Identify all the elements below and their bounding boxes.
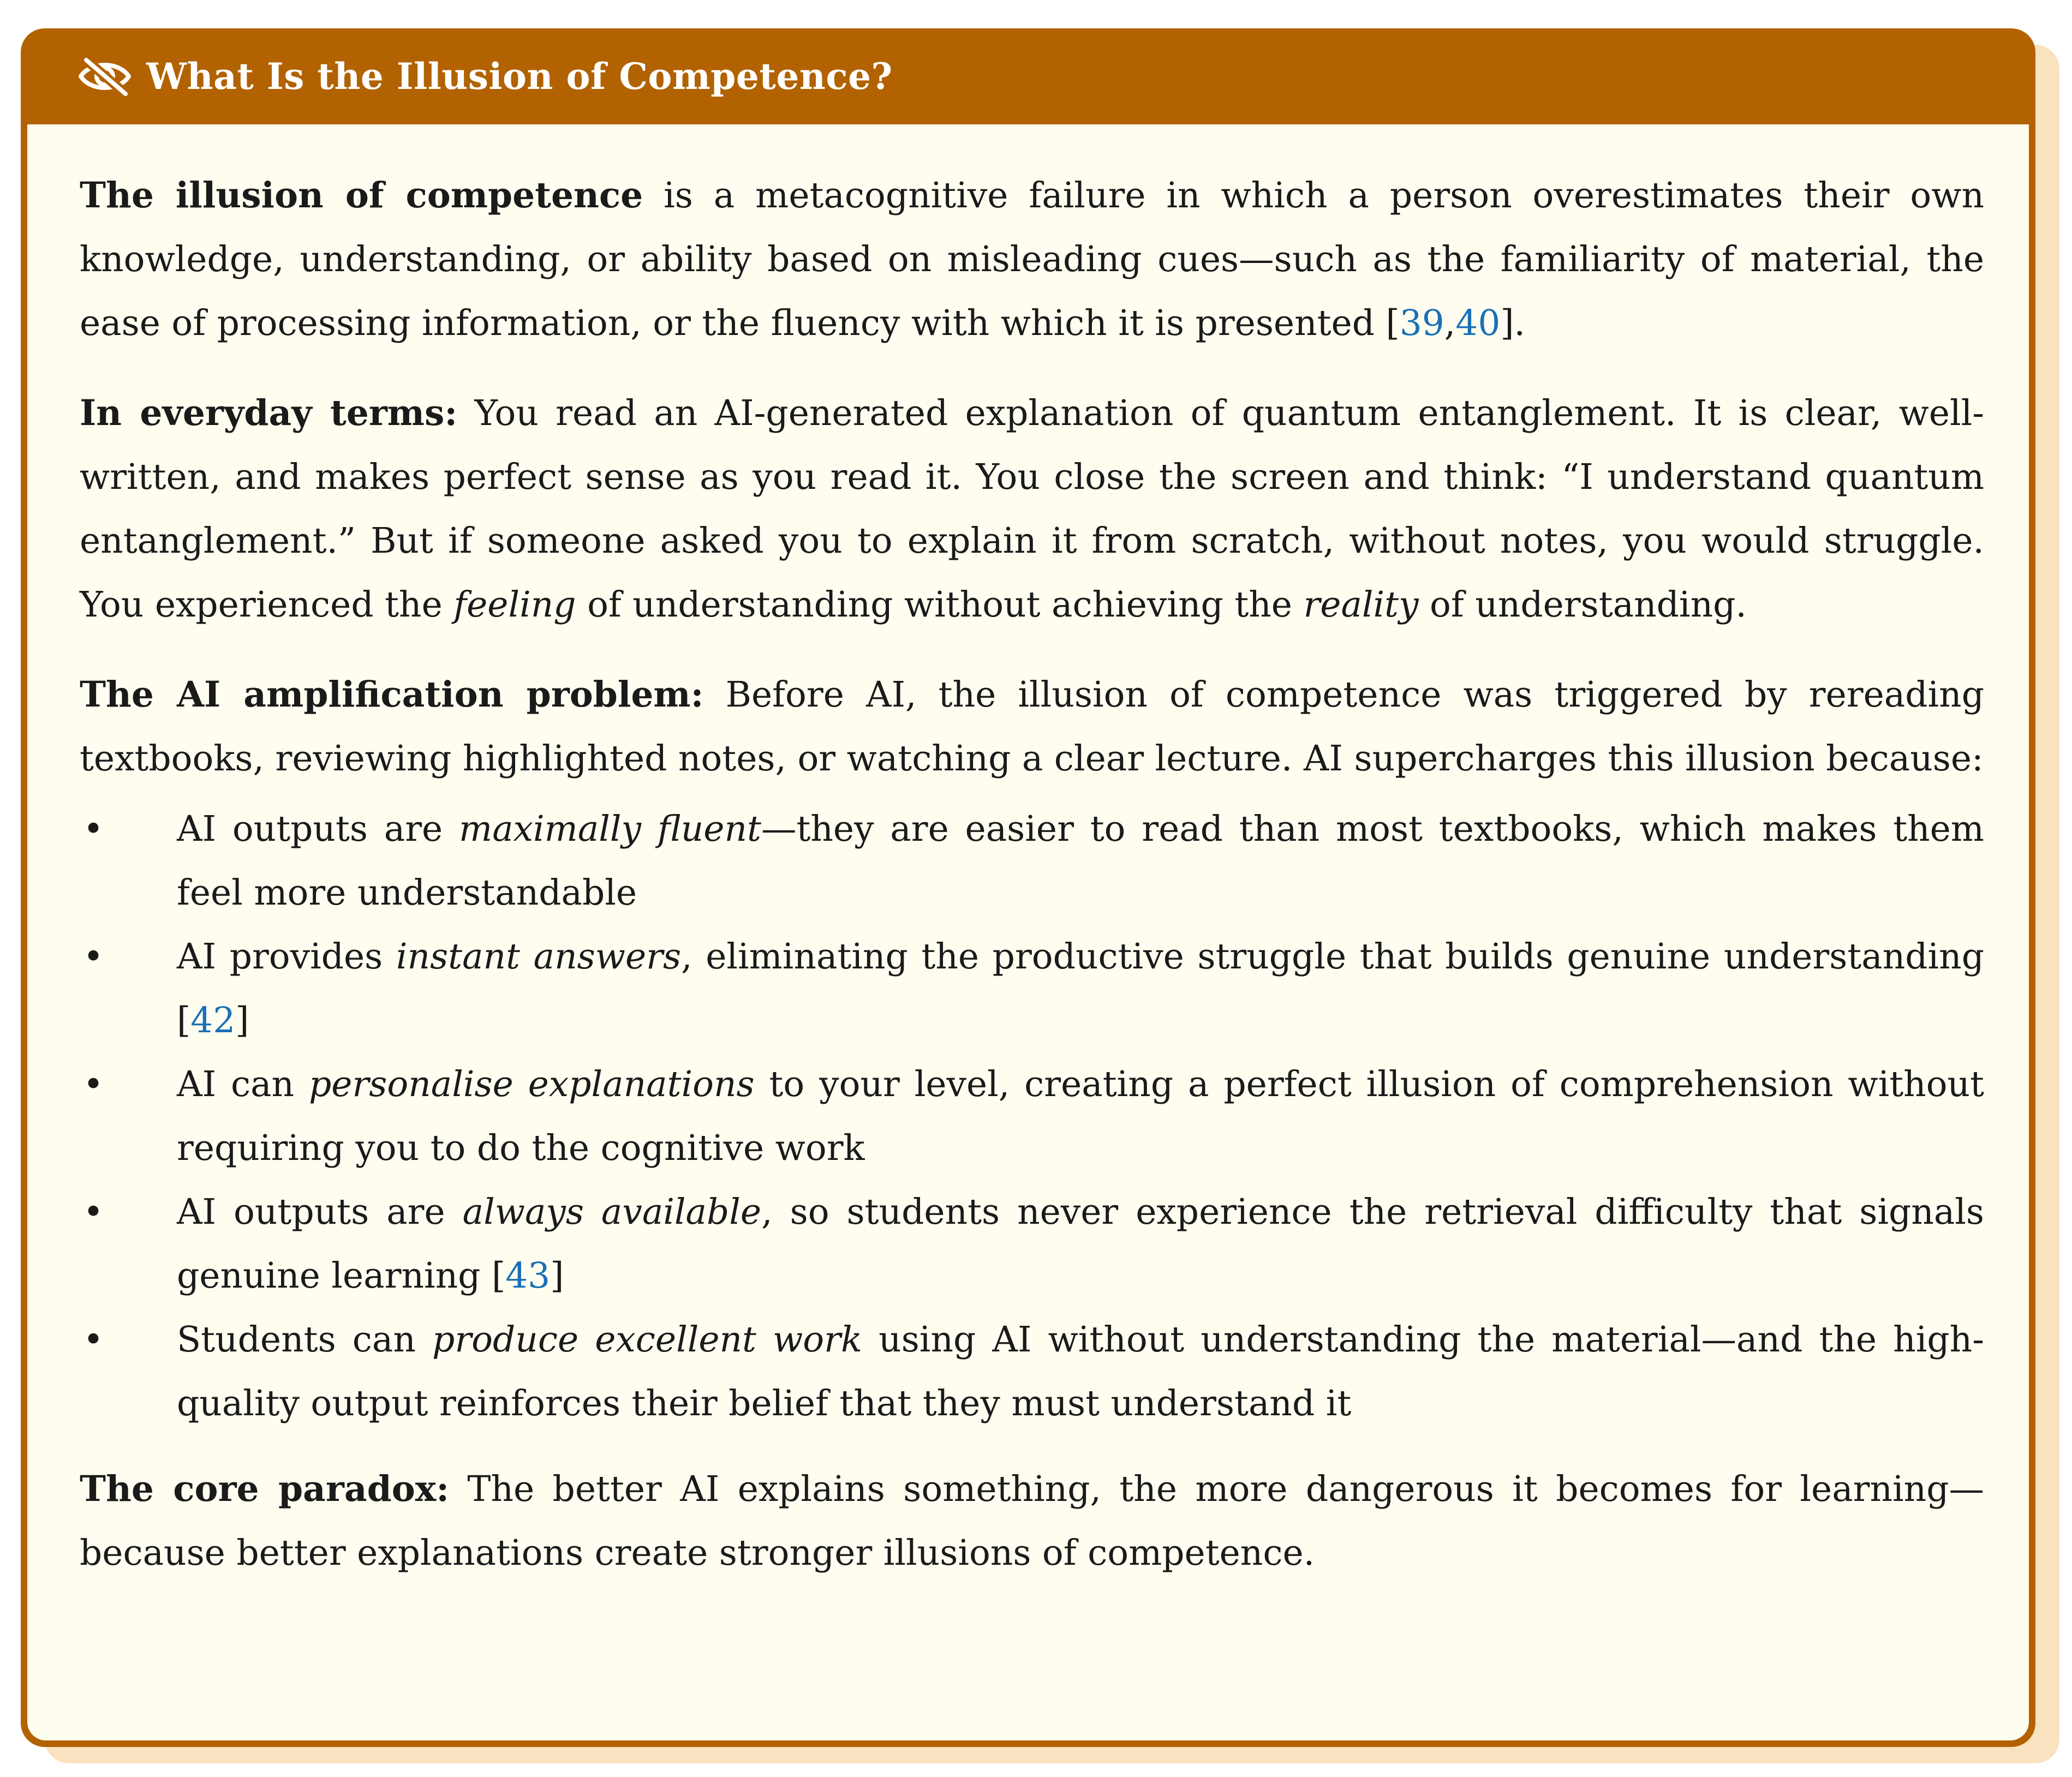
definition-lead: The illusion of competence — [80, 175, 643, 216]
everyday-text: You read an AI-generated explanation of quantum entanglement. It is clear, well-written, and makes perfect sense as you read it. You close the screen and think: “I understand quantum entanglement.” But if someone asked you to explain it from scratch, without notes, you would struggle. You experienced the — [80, 393, 1984, 625]
list-item — [80, 1180, 1984, 1308]
list-item — [80, 797, 1984, 925]
paradox-lead: The core paradox: — [80, 1468, 450, 1510]
definition-paragraph — [80, 164, 1984, 355]
paradox-text: The better AI explains something, the more dangerous it becomes for learning—because better explanations create stronger illusions of competence. — [80, 1469, 1984, 1573]
citation-link[interactable]: 39 — [1399, 303, 1444, 344]
citation-link[interactable]: 40 — [1455, 303, 1501, 344]
emphasis-text: personalise explanations — [309, 1064, 755, 1105]
callout-box — [21, 28, 2035, 1747]
list-item — [80, 1308, 1984, 1435]
list-item — [80, 1052, 1984, 1180]
bullet-icon: • — [83, 809, 104, 849]
list-item-text: , so students never experience the retrieval difficulty that signals genuine learning [ — [177, 1192, 1985, 1296]
bullet-icon: • — [83, 1192, 104, 1232]
list-item-text: Students can — [177, 1319, 433, 1360]
bullet-icon: • — [83, 936, 104, 977]
citation-link[interactable]: 42 — [190, 1000, 236, 1041]
amplification-list — [80, 797, 1984, 1435]
callout-title: What Is the Illusion of Competence? — [146, 55, 893, 98]
citation-separator: , — [1444, 303, 1456, 344]
list-item-text: AI outputs are — [177, 1192, 463, 1232]
list-item-text: using AI without understanding the material—and the high-quality output reinforces their belief that they must understand it — [177, 1319, 1984, 1424]
amplification-paragraph — [80, 663, 1984, 791]
callout-header — [21, 28, 2035, 124]
paradox-paragraph — [80, 1457, 1984, 1585]
list-item-text: AI outputs are — [177, 809, 459, 849]
list-item — [80, 925, 1984, 1052]
bullet-icon: • — [83, 1064, 104, 1105]
definition-end: ]. — [1500, 303, 1526, 344]
amplification-text: Before AI, the illusion of competence was triggered by rereading textbooks, reviewing highlighted notes, or watching a clear lecture. AI supercharges this illusion because: — [80, 674, 1984, 779]
citation-link[interactable]: 43 — [505, 1255, 551, 1296]
list-item-text: AI provides — [177, 936, 396, 977]
emphasis-text: maximally fluent — [459, 809, 761, 849]
list-item-text: , eliminating the productive struggle that builds genuine understanding [ — [177, 936, 1984, 1041]
amplification-lead: The AI amplification problem: — [80, 674, 704, 715]
eye-slash-icon — [75, 57, 134, 96]
everyday-lead: In everyday terms: — [80, 392, 458, 434]
everyday-text: of understanding without achieving the — [576, 584, 1304, 625]
list-item-text: —they are easier to read than most textbooks, which makes them feel more understandable — [177, 809, 1985, 913]
citation-end: ] — [550, 1255, 564, 1296]
emphasis-text: instant answers — [396, 936, 682, 977]
list-item-text: to your level, creating a perfect illusion of comprehension without requiring you to do the cognitive work — [177, 1064, 1984, 1169]
emphasis-text: feeling — [453, 584, 576, 625]
citation-end: ] — [235, 1000, 249, 1041]
emphasis-text: produce excellent work — [432, 1319, 863, 1360]
list-item-text: AI can — [177, 1064, 309, 1105]
everyday-paragraph — [80, 381, 1984, 637]
emphasis-text: always available — [462, 1192, 762, 1232]
definition-text: is a metacognitive failure in which a person overestimates their own knowledge, understanding, or ability based on misleading cues—such as the familiarity of material, the ease of processing information, or the fluency with which it is presented [ — [80, 175, 1984, 344]
bullet-icon: • — [83, 1319, 104, 1360]
everyday-text: of understanding. — [1418, 584, 1747, 625]
emphasis-text: reality — [1303, 584, 1419, 625]
callout-body — [27, 124, 2029, 1740]
